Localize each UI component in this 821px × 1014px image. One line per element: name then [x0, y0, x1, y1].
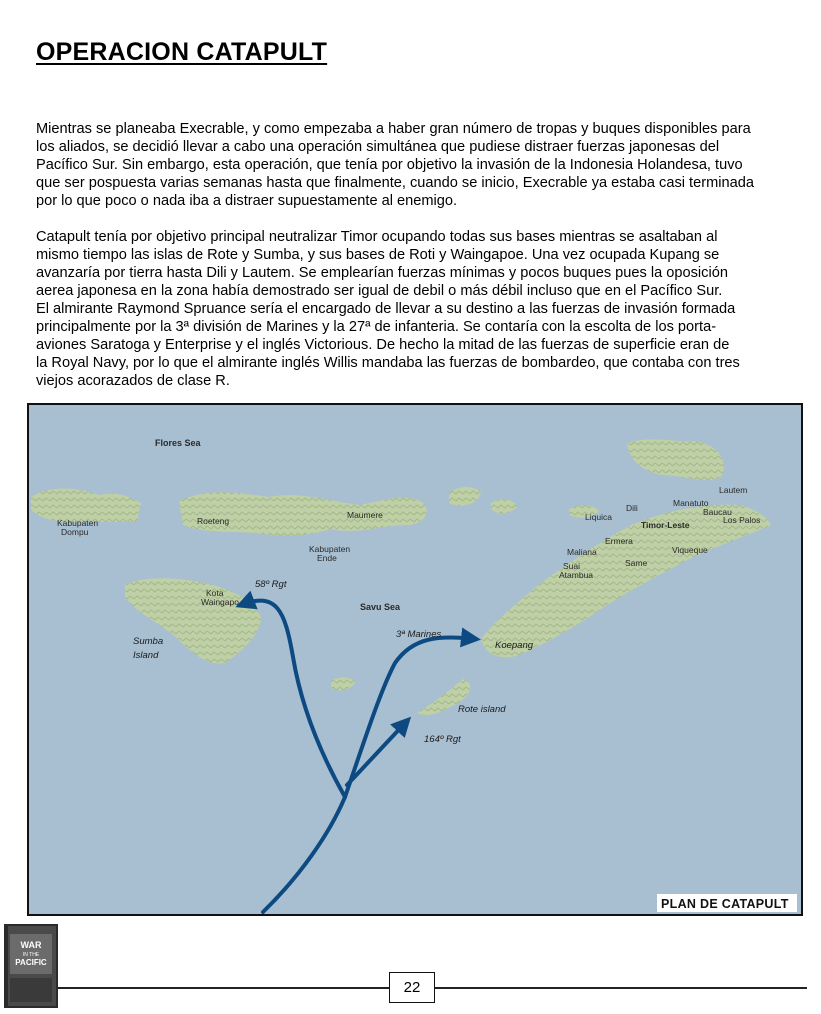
- label-flores-sea: Flores Sea: [155, 438, 201, 448]
- label-sumba-2: Island: [133, 650, 159, 661]
- page-title: OPERACION CATAPULT: [36, 38, 328, 66]
- label-same: Same: [625, 558, 648, 568]
- text-line: Pacífico Sur. Sin embargo, esta operación, que tenía por objetivo la invasión de la Indonesia Holandesa, tuvo: [36, 157, 743, 173]
- text-line: aerea japonesa en la zona había demostrado ser igual de debil o más débil incluso que en el Pacífico Sur.: [36, 283, 723, 299]
- map-caption: PLAN DE CATAPULT: [661, 897, 789, 911]
- label-viqueque: Viqueque: [672, 545, 708, 555]
- text-line: Catapult tenía por objetivo principal neutralizar Timor ocupando todas sus bases mientras se asaltaban al: [36, 229, 718, 245]
- text-line: avanzaría por tierra hasta Dili y Lautem. Se emplearían fuerzas mínimas y pocos buques pues la oposición: [36, 265, 728, 281]
- text-line: aviones Saratoga y Enterprise y el inglés Victorious. De hecho la mitad de las fuerzas de superficie eran de: [36, 337, 730, 353]
- label-dili: Dili: [626, 503, 638, 513]
- label-sumba-1: Sumba: [133, 636, 164, 647]
- label-ermera: Ermera: [605, 536, 633, 546]
- label-lautem: Lautem: [719, 485, 748, 495]
- label-atambua: Atambua: [559, 570, 594, 580]
- label-los-palos: Los Palos: [723, 515, 761, 525]
- label-waingapo-name: Waingapo: [201, 597, 239, 607]
- text-line: Mientras se planeaba Execrable, y como empezaba a haber gran número de tropas y buques disponibles para: [36, 121, 751, 137]
- label-baucau: Baucau: [703, 507, 732, 517]
- operation-map: [27, 403, 803, 916]
- paragraph-catapult: [36, 228, 806, 390]
- text-line: mismo tiempo las islas de Rote y Sumba, y sus bases de Roti y Waingapoe. Una vez ocupada Kupang se: [36, 247, 720, 263]
- text-line: que ser pospuesta varias semanas hasta que finalmente, cuando se inicio, Execrable ya estaba casi terminada: [36, 175, 754, 191]
- label-savu-sea: Savu Sea: [360, 602, 401, 612]
- label-maliana: Maliana: [567, 547, 597, 557]
- label-kabupaten-dompu-2: Dompu: [61, 527, 89, 537]
- text-line: la Royal Navy, por lo que el almirante inglés Willis mandaba las fuerzas de bombardeo, que contaba con tres: [36, 355, 740, 371]
- label-liquica: Liquica: [585, 512, 612, 522]
- game-box-thumbnail: [4, 924, 58, 1008]
- label-3-marines: 3ª Marines: [396, 629, 442, 640]
- text-line: los aliados, se decidió llevar a cabo una operación simultánea que pudiese distraer fuerzas japonesas del: [36, 139, 720, 155]
- label-rote: Rote island: [458, 704, 506, 715]
- label-koepang: Koepang: [495, 640, 534, 651]
- book-title-line1: WAR: [20, 940, 42, 950]
- text-line: viejos acorazados de clase R.: [36, 373, 230, 389]
- book-title-line2: IN THE: [22, 952, 40, 958]
- book-title-line3: PACIFIC: [15, 958, 47, 967]
- label-164-rgt: 164º Rgt: [424, 734, 461, 745]
- label-kabupaten-ende-2: Ende: [317, 553, 337, 563]
- label-maumere: Maumere: [347, 510, 383, 520]
- label-roeteng: Roeteng: [197, 516, 230, 526]
- text-line: principalmente por la 3ª división de Marines y la 27ª de infanteria. Se contaría con la escolta de los porta-: [36, 319, 717, 335]
- label-kota: Kota: [206, 588, 224, 598]
- page-number: 22: [389, 972, 435, 1003]
- label-kabupaten-dompu-1: Kabupaten: [57, 518, 99, 528]
- label-manatuto: Manatuto: [673, 498, 709, 508]
- label-suai: Suai: [563, 561, 581, 571]
- text-line: El almirante Raymond Spruance sería el encargado de llevar a su destino a las fuerzas de invasión formada: [36, 301, 736, 317]
- paragraph-intro: [36, 120, 806, 210]
- label-timor-leste: Timor-Leste: [641, 520, 690, 530]
- label-kabupaten-ende-1: Kabupaten: [309, 544, 351, 554]
- text-line: por lo que poco o nada iba a distraer supuestamente al enemigo.: [36, 193, 458, 209]
- label-58-rgt: 58º Rgt: [255, 579, 287, 590]
